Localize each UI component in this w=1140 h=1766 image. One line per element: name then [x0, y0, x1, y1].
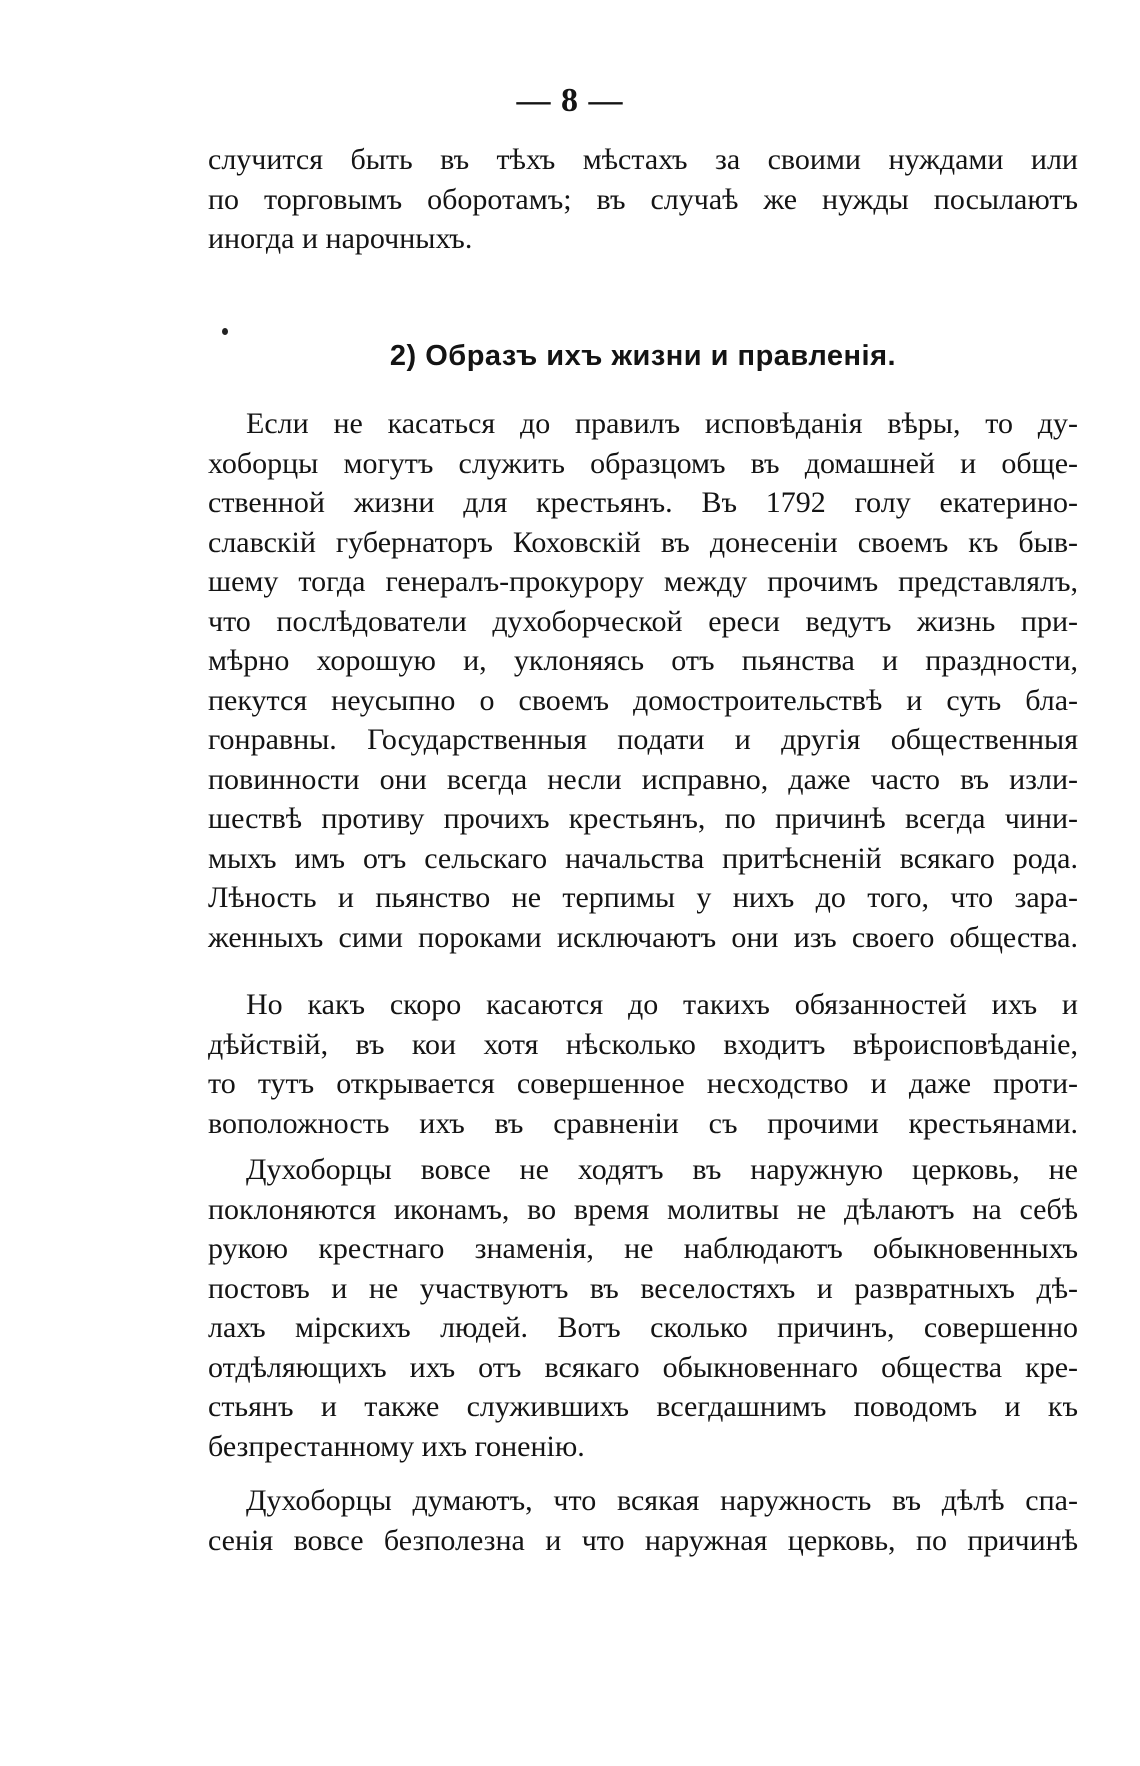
text-line: хоборцы могутъ служить образцомъ въ домашней и обще- — [208, 446, 1078, 480]
paragraph-2 — [208, 985, 1078, 1143]
text-line: то тутъ открывается совершенное несходство и даже проти- — [208, 1067, 1078, 1100]
text-line: что послѣдователи духоборческой ереси ведутъ жизнь при- — [208, 604, 1078, 638]
page-number: — 8 — — [516, 82, 624, 119]
paragraph-3 — [208, 1150, 1078, 1466]
text-line: ственной жизни для крестьянъ. Въ 1792 голу екатерино- — [208, 486, 1078, 519]
text-line: отдѣляющихъ ихъ отъ всякаго обыкновеннаго общества кре- — [208, 1350, 1078, 1384]
text-line: Если не касаться до правилъ исповѣданія вѣры, то ду- — [246, 407, 1078, 440]
text-line: мѣрно хорошую и, уклоняясь отъ пьянства и праздности, — [208, 644, 1078, 677]
section-heading: 2) Образъ ихъ жизни и правленія. — [389, 340, 897, 372]
text-line: Духоборцы думаютъ, что всякая наружность въ дѣлѣ спа- — [246, 1484, 1078, 1517]
text-line: шествѣ противу прочихъ крестьянъ, по причинѣ всегда чини- — [208, 802, 1078, 835]
paragraph-4 — [208, 1481, 1078, 1560]
text-line: по торговымъ оборотамъ; въ случаѣ же нужды посылаютъ — [208, 182, 1078, 216]
print-speck — [222, 328, 228, 335]
text-line: гонравны. Государственныя подати и другія общественныя — [208, 723, 1078, 756]
text-line: шему тогда генералъ-прокурору между прочимъ представлялъ, — [208, 565, 1078, 598]
text-line: повинности они всегда несли исправно, даже часто въ изли- — [208, 762, 1078, 796]
text-line: иногда и нарочныхъ. — [208, 222, 473, 255]
text-line: рукою крестнаго знаменія, не наблюдаютъ обыкновенныхъ — [208, 1232, 1078, 1265]
text-line: Духоборцы вовсе не ходятъ въ наружную церковь, не — [246, 1153, 1078, 1186]
text-line: дѣйствій, въ кои хотя нѣсколько входитъ вѣроисповѣданіе, — [208, 1027, 1078, 1061]
paragraph-1 — [208, 404, 1078, 957]
text-line: мыхъ имъ отъ сельскаго начальства притѣсненій всякаго рода. — [208, 841, 1078, 875]
text-line: безпрестанному ихъ гоненію. — [208, 1429, 585, 1463]
text-line: сенія вовсе безполезна и что наружная церковь, по причинѣ — [208, 1523, 1078, 1557]
text-line: воположность ихъ въ сравненіи съ прочими крестьянами. — [208, 1106, 1078, 1140]
text-line: постовъ и не участвуютъ въ веселостяхъ и развратныхъ дѣ- — [208, 1271, 1078, 1305]
text-line: стьянъ и также служившихъ всегдашнимъ поводомъ и къ — [208, 1390, 1078, 1423]
intro-paragraph — [208, 140, 1078, 259]
text-line: лахъ мірскихъ людей. Вотъ сколько причинъ, совершенно — [208, 1311, 1078, 1344]
text-line: Но какъ скоро касаются до такихъ обязанностей ихъ и — [246, 988, 1078, 1021]
text-line: славскій губернаторъ Коховскій въ донесеніи своемъ къ быв- — [208, 525, 1078, 559]
text-line: женныхъ сими пороками исключаютъ они изъ своего общества. — [208, 920, 1078, 954]
text-line: случится быть въ тѣхъ мѣстахъ за своими нуждами или — [208, 143, 1078, 176]
text-line: пекутся неусыпно о своемъ домостроительствѣ и суть бла- — [208, 683, 1078, 717]
text-line: Лѣность и пьянство не терпимы у нихъ до того, что зара- — [208, 881, 1078, 914]
text-line: поклоняются иконамъ, во время молитвы не дѣлаютъ на себѣ — [208, 1192, 1078, 1226]
